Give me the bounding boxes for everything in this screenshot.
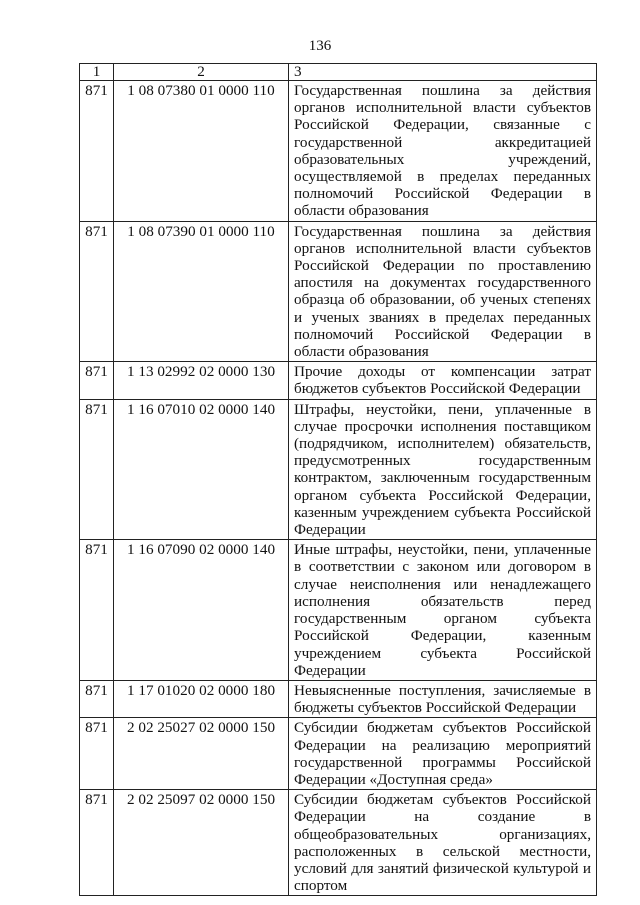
revenue-description: Штрафы, неустойки, пени, уплаченные в случае просрочки исполнения поставщиком (подрядчиком, исполнителем) обязательств, предусмотренных государственным контрактом, заключенным государственным органом субъекта Российской Федерации, казенным учреждением субъекта Российской Федерации [294,400,591,539]
table-header-row [80,64,597,81]
budget-classification-code: 1 08 07390 01 0000 110 [127,222,275,240]
revenue-description: Государственная пошлина за действия органов исполнительной власти субъектов Российской Федерации, связанные с государственной аккредитацией образовательных учреждений, осуществляемой в пределах переданных полномочий Российской Федерации в области образования [294,82,591,220]
admin-code: 871 [85,222,108,240]
admin-code: 871 [85,719,108,737]
table-row [80,718,597,790]
revenue-description: Государственная пошлина за действия органов исполнительной власти субъектов Российской Федерации по проставлению апостиля на документах государственного образца об образовании, об ученых степенях и ученых званиях в пределах переданных полномочий Российской Федерации в области образования [294,222,591,361]
table-row [80,540,597,681]
table-row [80,362,597,399]
revenue-description: Невыясненные поступления, зачисляемые в бюджеты субъектов Российской Федерации [294,681,591,717]
header-col-2: 2 [114,64,289,81]
table-row [80,81,597,222]
admin-code: 871 [85,82,108,99]
revenue-description: Иные штрафы, неустойки, пени, уплаченные в соответствии с законом или договором в случае неисполнения или ненадлежащего исполнения обязательств перед государственным органом субъекта Российской Федерации, казенным учреждением субъекта Российской Федерации [294,541,591,679]
budget-classification-code: 1 17 01020 02 0000 180 [126,681,276,699]
admin-code: 871 [85,681,108,699]
table-row [80,221,597,362]
revenue-description: Прочие доходы от компенсации затрат бюджетов субъектов Российской Федерации [294,363,591,398]
header-col-3: 3 [289,64,597,81]
header-col-1: 1 [80,64,114,81]
page-number: 136 [308,38,332,54]
budget-classification-code: 2 02 25097 02 0000 150 [126,791,276,809]
budget-classification-code: 1 08 07380 01 0000 110 [127,82,275,99]
budget-classification-code: 1 13 02992 02 0000 130 [126,363,276,381]
budget-classification-code: 1 16 07090 02 0000 140 [126,541,276,559]
budget-classification-code: 2 02 25027 02 0000 150 [126,719,276,737]
table-row [80,790,597,896]
table-row [80,399,597,540]
revenue-description: Субсидии бюджетам субъектов Российской Федерации на создание в общеобразовательных организациях, расположенных в сельской местности, условий для занятий физической культурой и спортом [294,791,591,895]
admin-code: 871 [85,363,108,381]
revenue-description: Субсидии бюджетам субъектов Российской Федерации на реализацию мероприятий государственной программы Российской Федерации «Доступная среда» [294,719,591,788]
budget-codes-table [79,63,597,896]
table-row [80,680,597,717]
admin-code: 871 [85,400,108,418]
budget-classification-code: 1 16 07010 02 0000 140 [126,400,276,418]
admin-code: 871 [85,791,108,809]
admin-code: 871 [85,541,108,559]
